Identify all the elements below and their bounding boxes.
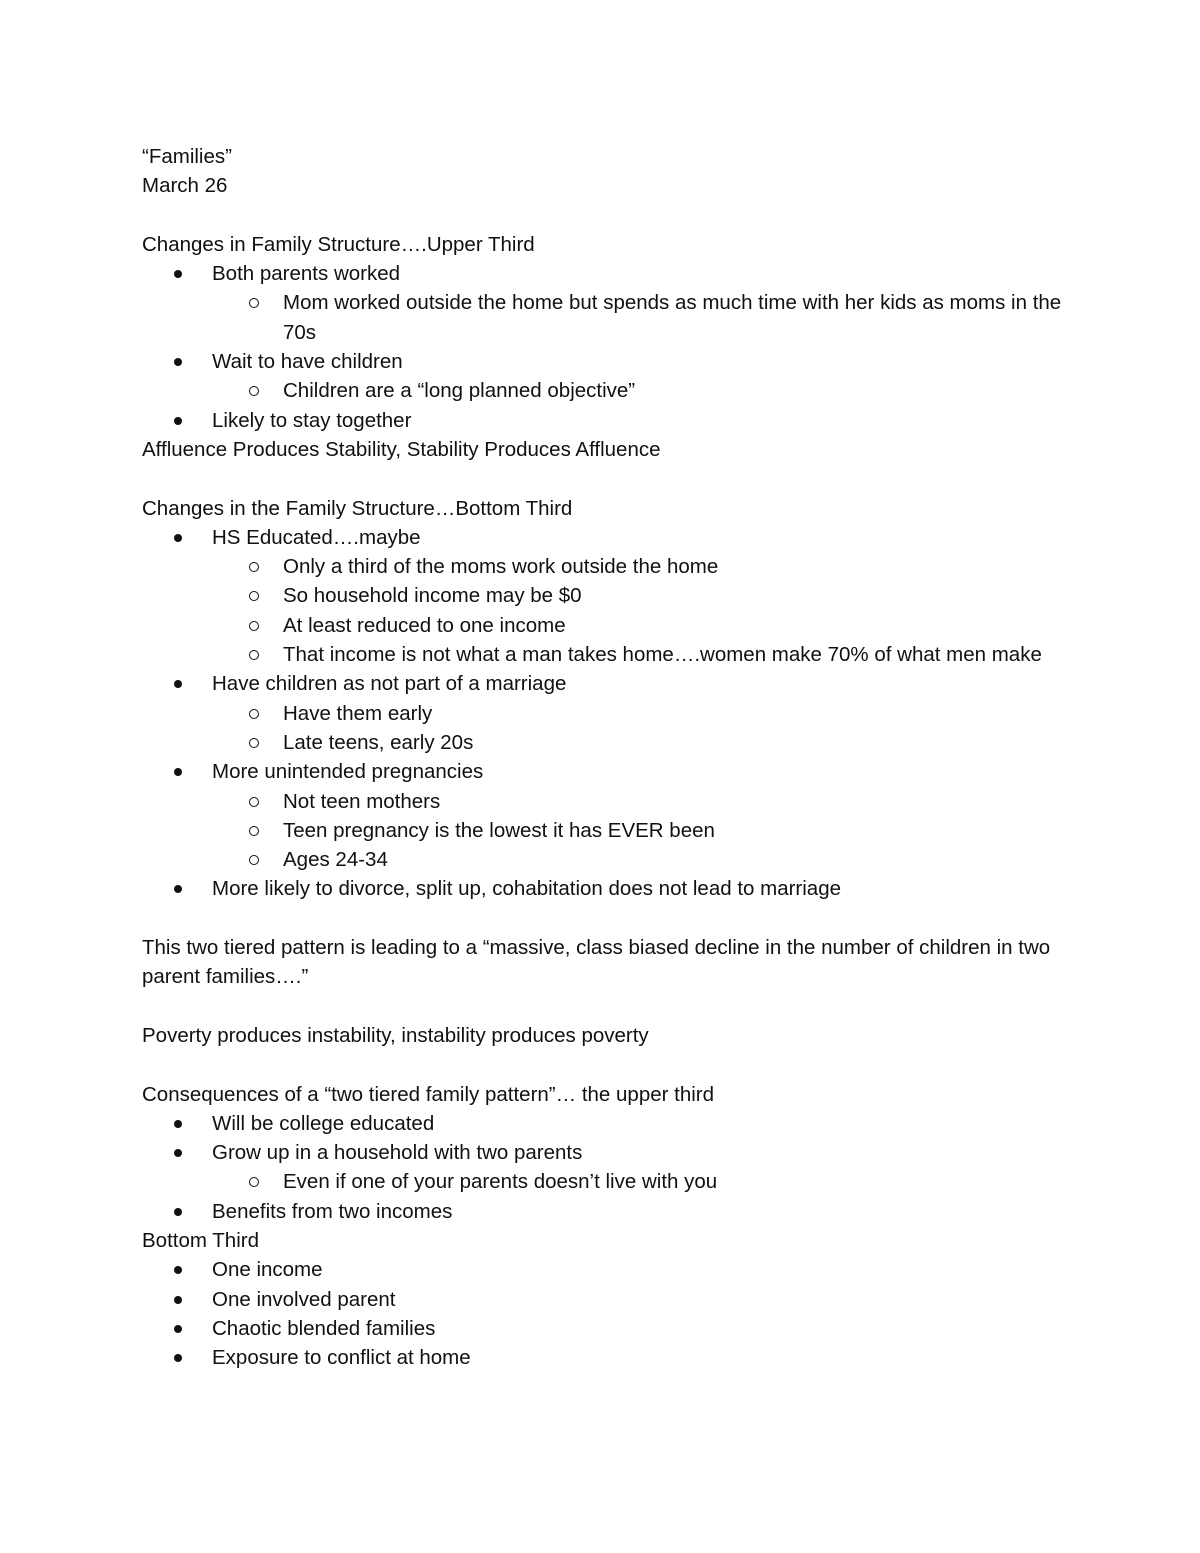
circle-bullet-icon <box>249 709 259 719</box>
sub-list-item-text: That income is not what a man takes home….women make 70% of what men make <box>283 643 1042 667</box>
list-item-text: More likely to divorce, split up, cohabitation does not lead to marriage <box>212 877 842 901</box>
list-item <box>142 757 1082 786</box>
sub-list-item-text: Teen pregnancy is the lowest it has EVER been <box>283 818 715 842</box>
consequences-heading: Consequences of a “two tiered family pattern”… the upper third <box>142 1082 715 1106</box>
sub-list-item <box>142 581 1073 610</box>
document-title: “Families” <box>142 145 232 168</box>
bottom-third-list <box>142 523 1082 904</box>
disc-bullet-icon <box>174 270 182 278</box>
spacer <box>142 1050 1082 1079</box>
disc-bullet-icon <box>174 1208 182 1216</box>
sub-list-item-text: Ages 24-34 <box>283 848 388 872</box>
list-item-text: Grow up in a household with two parents <box>212 1141 583 1165</box>
sub-list-item <box>142 611 1073 640</box>
circle-bullet-icon <box>249 738 259 748</box>
list-item-text: One income <box>212 1258 323 1282</box>
circle-bullet-icon <box>249 826 259 836</box>
disc-bullet-icon <box>174 1325 182 1333</box>
list-item-text: Have children as not part of a marriage <box>212 672 567 696</box>
disc-bullet-icon <box>174 534 182 542</box>
sub-list-item <box>142 288 1073 347</box>
disc-bullet-icon <box>174 768 182 776</box>
consequences-upper-list <box>142 1109 1082 1226</box>
circle-bullet-icon <box>249 591 259 601</box>
sub-list-item <box>142 787 1073 816</box>
list-item-text: HS Educated….maybe <box>212 525 421 549</box>
disc-bullet-icon <box>174 1120 182 1128</box>
list-item <box>142 406 1082 435</box>
upper-third-list <box>142 259 1082 435</box>
list-item-text: Benefits from two incomes <box>212 1199 453 1223</box>
bottom-third-heading: Bottom Third <box>142 1228 259 1252</box>
section-heading-upper-third: Changes in Family Structure….Upper Third <box>142 232 535 256</box>
list-item-text: Chaotic blended families <box>212 1316 436 1340</box>
circle-bullet-icon <box>249 1177 259 1187</box>
list-item-text: More unintended pregnancies <box>212 760 484 784</box>
sub-list-item <box>142 699 1073 728</box>
list-item-text: Likely to stay together <box>212 408 412 432</box>
list-item-text: Wait to have children <box>212 350 403 374</box>
sub-list-item-text: Children are a “long planned objective” <box>283 379 636 403</box>
circle-bullet-icon <box>249 855 259 865</box>
sub-list-item-text: At least reduced to one income <box>283 613 566 637</box>
disc-bullet-icon <box>174 1354 182 1362</box>
list-item <box>142 874 1082 903</box>
circle-bullet-icon <box>249 650 259 660</box>
circle-bullet-icon <box>249 298 259 308</box>
list-item-text: Will be college educated <box>212 1111 435 1135</box>
spacer <box>142 464 1082 493</box>
list-item <box>142 1314 1082 1343</box>
list-item <box>142 1343 1082 1372</box>
sub-list-item-text: So household income may be $0 <box>283 584 582 608</box>
sub-list-item <box>142 1167 1073 1196</box>
section-heading-bottom-third: Changes in the Family Structure…Bottom Third <box>142 496 573 520</box>
sub-list-item <box>142 845 1073 874</box>
disc-bullet-icon <box>174 1296 182 1304</box>
spacer <box>142 992 1082 1021</box>
disc-bullet-icon <box>174 1149 182 1157</box>
sub-list-item-text: Even if one of your parents doesn’t live with you <box>283 1170 718 1194</box>
consequences-bottom-list <box>142 1255 1082 1372</box>
circle-bullet-icon <box>249 621 259 631</box>
sub-list-item-text: Have them early <box>283 701 433 725</box>
list-item <box>142 1197 1082 1226</box>
document-date: March 26 <box>142 174 228 198</box>
list-item <box>142 1255 1082 1284</box>
circle-bullet-icon <box>249 562 259 572</box>
list-item <box>142 1138 1082 1167</box>
spacer <box>142 201 1082 230</box>
list-item <box>142 523 1082 552</box>
disc-bullet-icon <box>174 680 182 688</box>
circle-bullet-icon <box>249 386 259 396</box>
sub-list-item-text: Not teen mothers <box>283 789 441 813</box>
sub-list-item-text: Only a third of the moms work outside the home <box>283 555 719 579</box>
disc-bullet-icon <box>174 417 182 425</box>
sub-list-item <box>142 376 1073 405</box>
list-item-text: Exposure to conflict at home <box>212 1346 471 1370</box>
sub-list-item <box>142 552 1073 581</box>
disc-bullet-icon <box>174 885 182 893</box>
list-item <box>142 1285 1082 1314</box>
paragraph-two-tier-pattern: This two tiered pattern is leading to a “massive, class biased decline in the number of children in two parent families….” <box>142 936 1051 989</box>
section-closing-statement: Affluence Produces Stability, Stability Produces Affluence <box>142 437 661 461</box>
sub-list-item <box>142 640 1073 669</box>
sub-list-item-text: Mom worked outside the home but spends as much time with her kids as moms in the 70s <box>283 291 1062 344</box>
disc-bullet-icon <box>174 1266 182 1274</box>
spacer <box>142 904 1082 933</box>
sub-list-item-text: Late teens, early 20s <box>283 730 474 754</box>
list-item <box>142 259 1082 288</box>
list-item <box>142 669 1082 698</box>
sub-list-item <box>142 728 1073 757</box>
sub-list-item <box>142 816 1073 845</box>
document-body <box>142 142 1082 1372</box>
disc-bullet-icon <box>174 358 182 366</box>
list-item-text: One involved parent <box>212 1287 396 1311</box>
list-item-text: Both parents worked <box>212 262 401 286</box>
list-item <box>142 347 1082 376</box>
paragraph-poverty: Poverty produces instability, instability produces poverty <box>142 1023 649 1047</box>
list-item <box>142 1109 1082 1138</box>
circle-bullet-icon <box>249 797 259 807</box>
